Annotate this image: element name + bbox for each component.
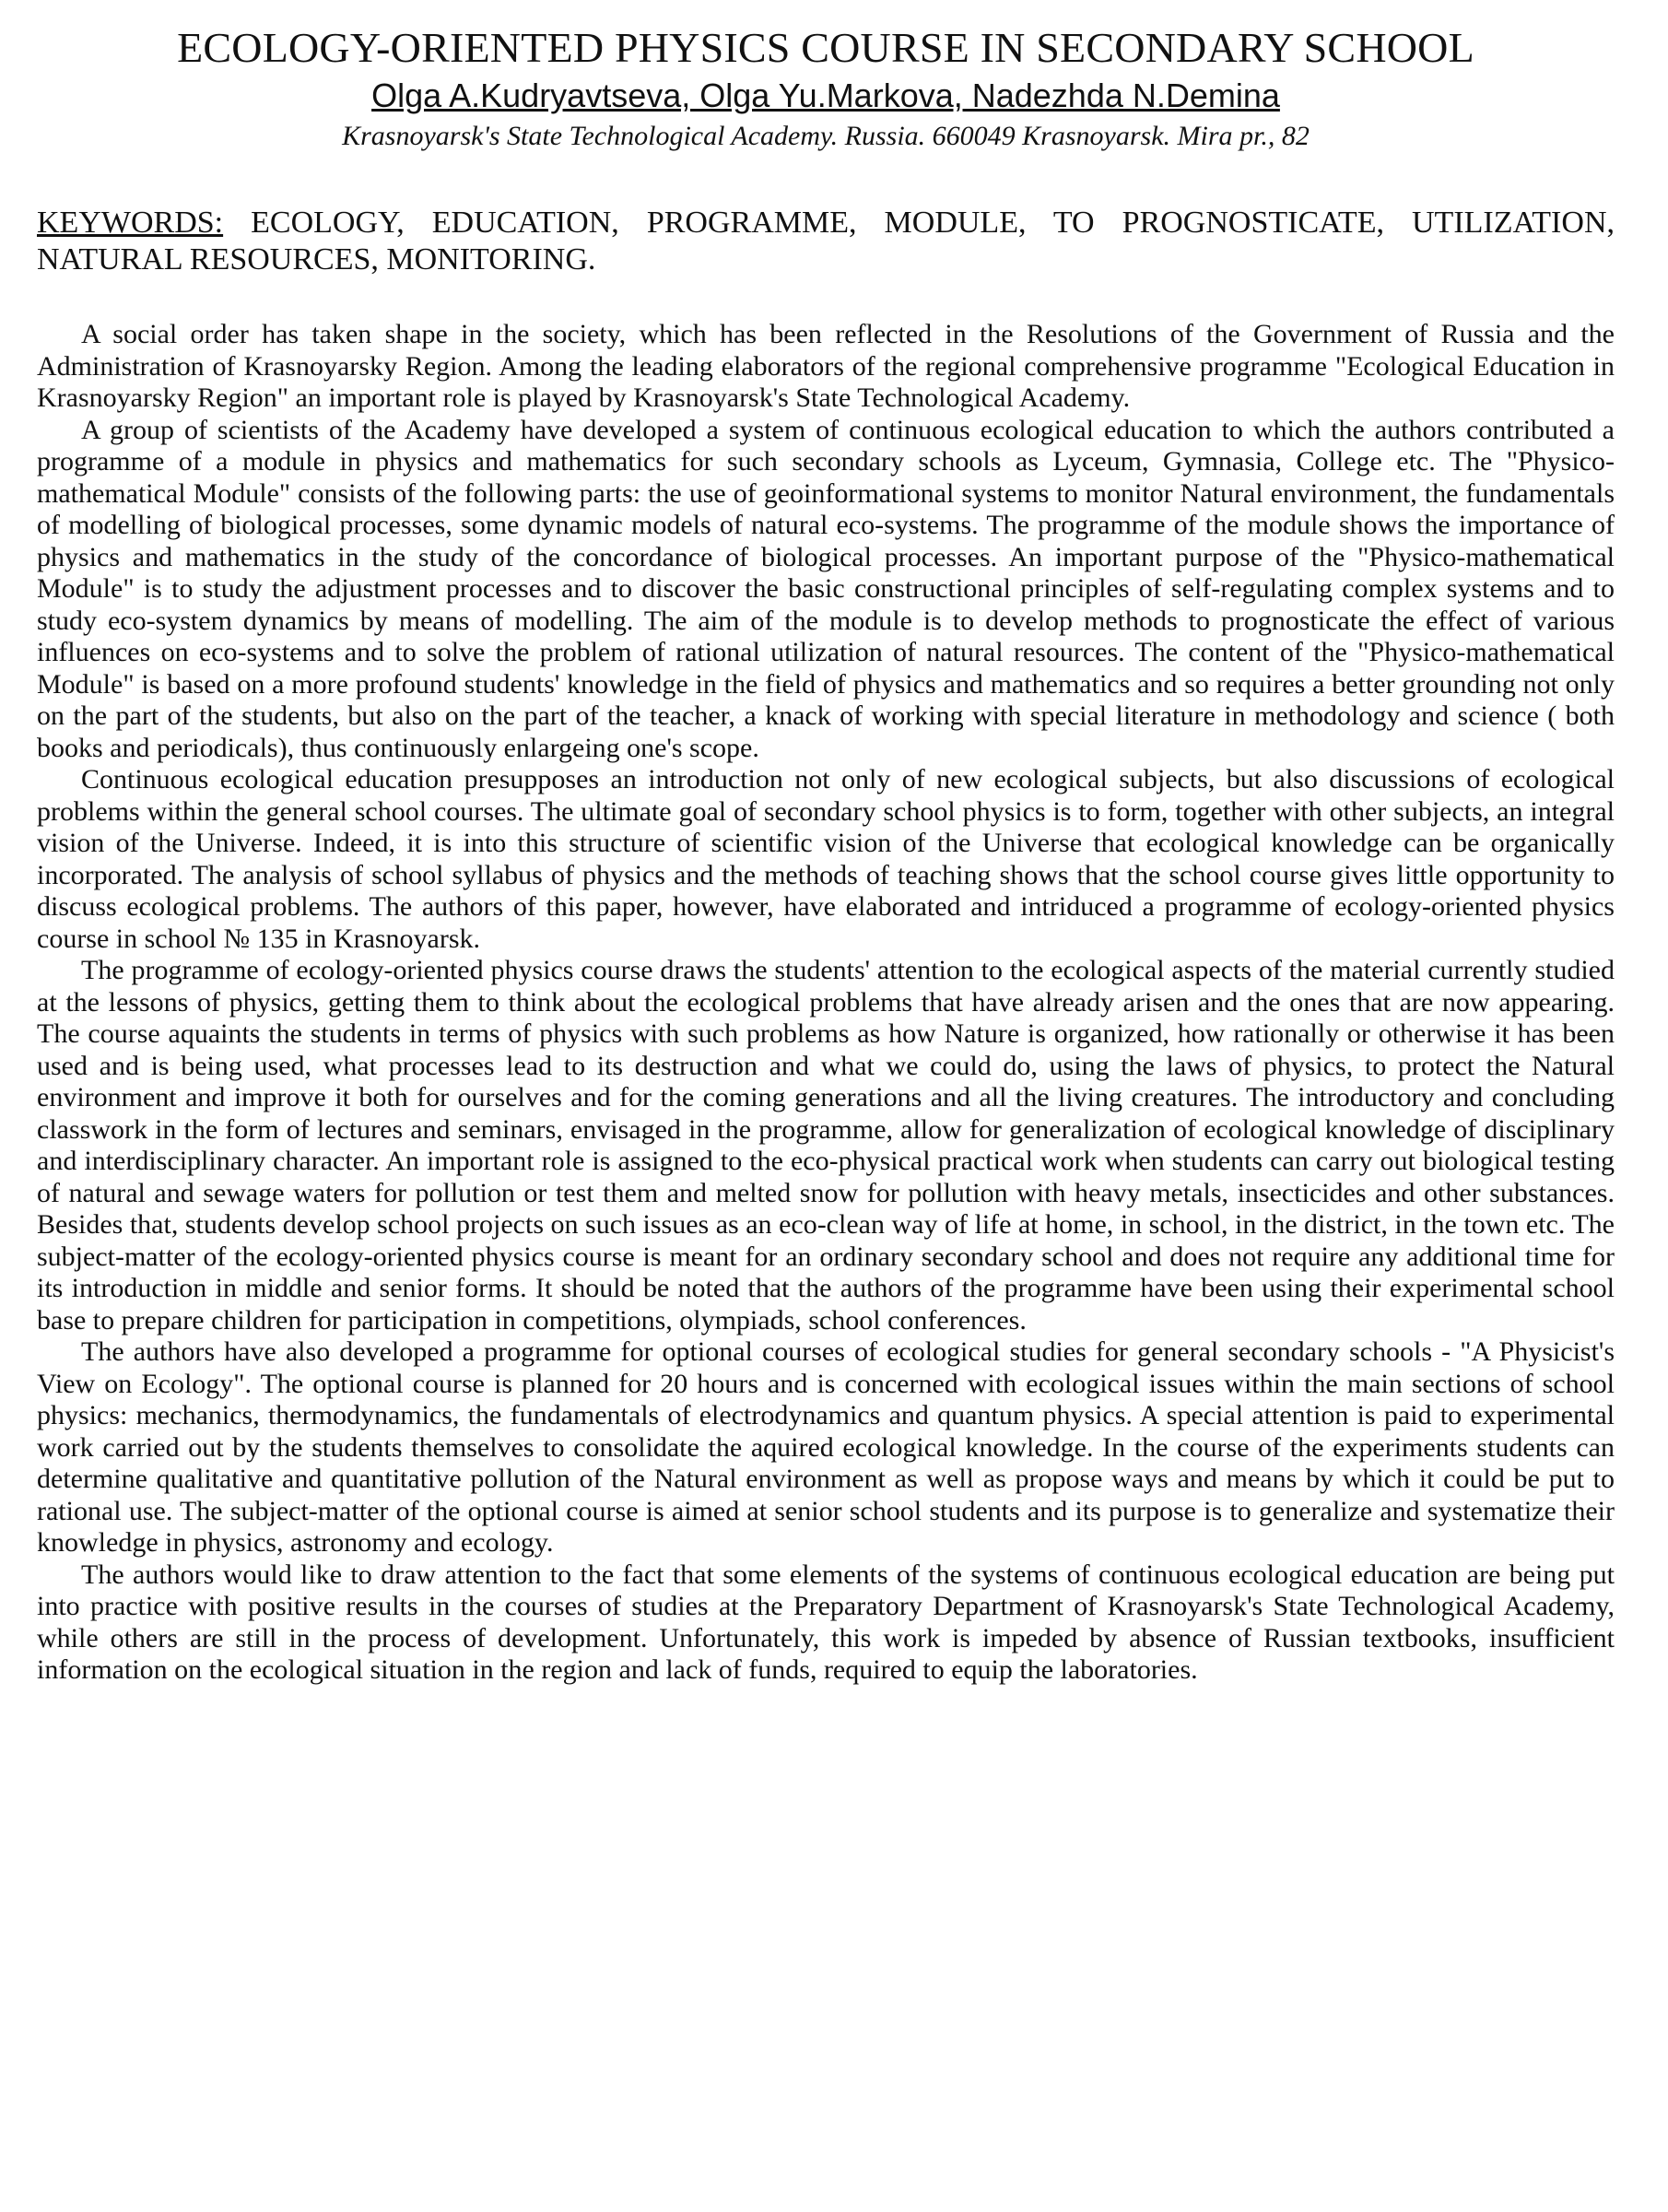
body-paragraph-1: A social order has taken shape in the society, which has been reflected in the Resolutions of the Government of Russia and the Administration of Krasnoyarsky Region. Among the leading elaborators of the regional comprehensive programme "Ecological Education in Krasnoyarsky Region" an important role is played by Krasnoyarsk's State Technological Academy.: [37, 319, 1615, 413]
keywords-label: KEYWORDS:: [37, 206, 224, 240]
body-paragraph-6: The authors would like to draw attention to the fact that some elements of the systems of continuous ecological education are being put into practice with positive results in the courses of studies at the Preparatory Department of Krasnoyarsk's State Technological Academy, while others are still in the process of development. Unfortunately, this work is impeded by absence of Russian textbooks, insufficient information on the ecological situation in the region and lack of funds, required to equip the laboratories.: [37, 1559, 1615, 1685]
body-paragraph-2: A group of scientists of the Academy have developed a system of continuous ecological education to which the authors contributed a programme of a module in physics and mathematics for such secondary schools as Lyceum, Gymnasia, College etc. The "Physico-mathematical Module" consists of the following parts: the use of geoinformational systems to monitor Natural environment, the fundamentals of modelling of biological processes, some dynamic models of natural eco-systems. The programme of the module shows the importance of physics and mathematics in the study of the concordance of biological processes. An important purpose of the "Physico-mathematical Module" is to study the adjustment processes and to discover the basic constructional principles of self-regulating complex systems and to study eco-system dynamics by means of modelling. The aim of the module is to develop methods to prognosticate the effect of various influences on eco-systems and to solve the problem of rational utilization of natural resources. The content of the "Physico-mathematical Module" is based on a more profound students' knowledge in the field of physics and mathematics and so requires a better grounding not only on the part of the students, but also on the part of the teacher, a knack of working with special literature in methodology and science ( both books and periodicals), thus continuously enlargeing one's scope.: [37, 414, 1615, 763]
keywords-text: ECOLOGY, EDUCATION, PROGRAMME, MODULE, TO PROGNOSTICATE, UTILIZATION, NATURAL RESOURCES, MONITORING.: [37, 206, 1615, 276]
paper-title: ECOLOGY-ORIENTED PHYSICS COURSE IN SECONDARY SCHOOL: [177, 24, 1474, 71]
paper-body: [37, 319, 1615, 1687]
author-list: Olga A.Kudryavtseva, Olga Yu.Markova, Nadezhda N.Demina: [371, 76, 1280, 114]
author-affiliation: Krasnoyarsk's State Technological Academy. Russia. 660049 Krasnoyarsk. Mira pr., 82: [342, 121, 1310, 151]
body-paragraph-3: Continuous ecological education presupposes an introduction not only of new ecological subjects, but also discussions of ecological problems within the general school courses. The ultimate goal of secondary school physics is to form, together with other subjects, an integral vision of the Universe. Indeed, it is into this structure of scientific vision of the Universe that ecological knowledge can be organically incorporated. The analysis of school syllabus of physics and the methods of teaching shows that the school course gives little opportunity to discuss ecological problems. The authors of this paper, however, have elaborated and intriduced a programme of ecology-oriented physics course in school № 135 in Krasnoyarsk.: [37, 764, 1615, 954]
paper-page: [37, 22, 1615, 1687]
body-paragraph-5: The authors have also developed a programme for optional courses of ecological studies for general secondary schools - "A Physicist's View on Ecology". The optional course is planned for 20 hours and is concerned with ecological issues within the main sections of school physics: mechanics, thermodynamics, the fundamentals of electrodynamics and quantum physics. A special attention is paid to experimental work carried out by the students themselves to consolidate the aquired ecological knowledge. In the course of the experiments students can determine qualitative and quantitative pollution of the Natural environment as well as propose ways and means by which it could be put to rational use. The subject-matter of the optional course is aimed at senior school students and its purpose is to generalize and systematize their knowledge in physics, astronomy and ecology.: [37, 1336, 1615, 1558]
keywords-block: [37, 205, 1615, 278]
body-paragraph-4: The programme of ecology-oriented physics course draws the students' attention to the ecological aspects of the material currently studied at the lessons of physics, getting them to think about the ecological problems that have already arisen and the ones that are now appearing. The course aquaints the students in terms of physics with such problems as how Nature is organized, how rationally or otherwise it has been used and is being used, what processes lead to its destruction and what we could do, using the laws of physics, to protect the Natural environment and improve it both for ourselves and for the coming generations and all the living creatures. The introductory and concluding classwork in the form of lectures and seminars, envisaged in the programme, allow for generalization of ecological knowledge of disciplinary and interdisciplinary character. An important role is assigned to the eco-physical practical work when students can carry out biological testing of natural and sewage waters for pollution or test them and melted snow for pollution with heavy metals, insecticides and other substances. Besides that, students develop school projects on such issues as an eco-clean way of life at home, in school, in the district, in the town etc. The subject-matter of the ecology-oriented physics course is meant for an ordinary secondary school and does not require any additional time for its introduction in middle and senior forms. It should be noted that the authors of the programme have been using their experimental school base to prepare children for participation in competitions, olympiads, school conferences.: [37, 955, 1615, 1335]
